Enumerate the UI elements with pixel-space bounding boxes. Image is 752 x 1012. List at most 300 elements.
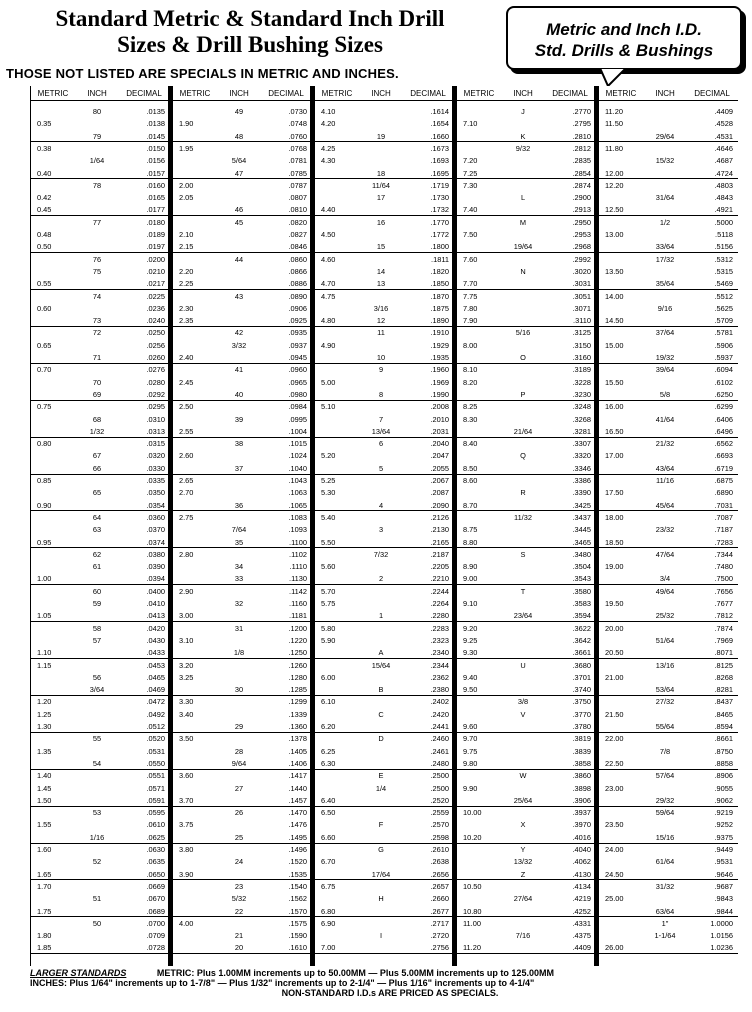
decimal-cell: .2187 — [430, 549, 449, 559]
decimal-cell: .0145 — [146, 131, 165, 141]
table-row — [31, 194, 170, 203]
decimal-cell: .2362 — [430, 672, 449, 682]
decimal-cell: .2264 — [430, 599, 449, 608]
decimal-cell: .7187 — [714, 525, 733, 535]
table-row — [31, 157, 170, 166]
table-row — [315, 280, 454, 290]
decimal-cell: .2008 — [430, 402, 449, 412]
table-row — [315, 354, 454, 364]
decimal-cell: .0890 — [288, 291, 307, 301]
decimal-cell: .3860 — [572, 771, 591, 781]
decimal-cell: .5000 — [714, 217, 733, 227]
table-row — [315, 206, 454, 216]
table-row — [599, 735, 738, 744]
table-row — [457, 329, 596, 338]
decimal-cell: .8281 — [714, 685, 733, 695]
decimal-cell: .1660 — [430, 131, 449, 141]
table-row — [457, 305, 596, 314]
decimal-cell: .8906 — [714, 771, 733, 781]
metric-cell: 4.50 — [321, 230, 336, 239]
table-row — [315, 317, 454, 327]
metric-cell: 16.00 — [605, 402, 624, 412]
decimal-cell: .1200 — [288, 623, 307, 633]
inch-cell: 59 — [92, 599, 102, 608]
decimal-cell: .1811 — [431, 254, 449, 264]
table-row — [457, 206, 596, 216]
inch-cell: 3/32 — [231, 340, 247, 350]
larger-standards-label: LARGER STANDARDS — [30, 968, 127, 978]
decimal-cell: .2210 — [430, 574, 449, 584]
table-row — [315, 612, 454, 622]
decimal-cell: .0150 — [146, 143, 165, 153]
inch-cell: B — [378, 685, 384, 695]
decimal-cell: .0236 — [146, 303, 165, 313]
decimal-cell: .1063 — [288, 488, 307, 498]
table-row — [315, 502, 454, 512]
metric-cell: 2.35 — [179, 316, 194, 326]
inch-cell: 3/16 — [373, 303, 389, 313]
decimal-cell: .0571 — [146, 783, 165, 793]
table-row — [457, 809, 596, 818]
decimal-cell: .0177 — [146, 205, 165, 215]
table-row — [457, 932, 596, 941]
decimal-cell: .1004 — [288, 426, 307, 436]
table-row — [173, 588, 312, 597]
table-row — [315, 686, 454, 696]
metric-cell: 5.90 — [321, 635, 336, 645]
decimal-cell: .3750 — [572, 697, 591, 707]
decimal-cell: .1360 — [288, 722, 307, 731]
table-row — [315, 526, 454, 535]
table-row — [173, 120, 312, 129]
decimal-cell: .1520 — [288, 857, 307, 867]
table-row — [315, 489, 454, 498]
table-row — [173, 551, 312, 560]
inch-cell: 60 — [92, 586, 102, 596]
decimal-cell: .3160 — [572, 353, 591, 362]
table-row — [457, 944, 596, 954]
decimal-cell: .1673 — [430, 143, 449, 153]
decimal-cell: .6719 — [714, 463, 733, 473]
metric-cell: 1.35 — [37, 746, 52, 756]
table-row — [315, 735, 454, 744]
decimal-cell: .4134 — [572, 881, 591, 891]
metric-cell: 2.05 — [179, 193, 194, 203]
table-row — [457, 637, 596, 646]
decimal-cell: 1.0000 — [710, 918, 733, 928]
inch-cell: 54 — [92, 758, 102, 768]
decimal-cell: .3642 — [572, 635, 591, 645]
decimal-cell: .0787 — [288, 180, 307, 190]
decimal-cell: .0906 — [288, 303, 307, 313]
decimal-cell: .9531 — [714, 857, 733, 867]
table-row — [457, 219, 596, 228]
decimal-cell: .3445 — [572, 525, 591, 535]
table-row — [457, 575, 596, 585]
column-header-metric: METRIC — [321, 89, 353, 98]
inch-cell: 61/64 — [655, 857, 675, 867]
decimal-cell: .2900 — [572, 193, 591, 203]
inch-cell: 5/32 — [231, 894, 247, 904]
metric-cell: 11.20 — [463, 943, 481, 953]
table-row — [599, 194, 738, 203]
decimal-cell: .0960 — [288, 365, 307, 375]
table-row — [599, 526, 738, 535]
table-row — [315, 932, 454, 941]
decimal-cell: .0551 — [146, 771, 165, 781]
table-row — [457, 317, 596, 327]
table-row — [173, 133, 312, 143]
metric-cell: 9.10 — [463, 599, 478, 608]
inch-cell: 28 — [234, 746, 244, 756]
decimal-cell: .5469 — [714, 279, 733, 289]
decimal-cell: .2205 — [430, 562, 449, 572]
metric-cell: 1.50 — [37, 795, 52, 805]
inch-cell: 1/64 — [89, 156, 105, 166]
table-row — [31, 465, 170, 475]
decimal-cell: .5709 — [714, 316, 733, 326]
inch-cell: 44 — [234, 254, 244, 264]
decimal-cell: .0165 — [146, 193, 165, 203]
metric-cell: 1.90 — [179, 119, 194, 129]
table-row — [315, 858, 454, 867]
metric-cell: 0.35 — [37, 119, 52, 129]
decimal-cell: .0260 — [146, 353, 165, 362]
decimal-cell: .0512 — [146, 722, 165, 731]
decimal-cell: .2380 — [430, 685, 449, 695]
metric-cell: 2.15 — [179, 242, 194, 252]
inch-cell: 13/16 — [655, 660, 675, 670]
inch-cell: 46 — [234, 205, 244, 215]
inch-cell: 25/32 — [655, 611, 675, 621]
table-row — [457, 895, 596, 904]
decimal-cell: .3780 — [572, 722, 591, 731]
inch-cell: 69 — [92, 389, 102, 399]
metric-cell: 3.80 — [179, 845, 194, 854]
metric-cell: 5.30 — [321, 488, 336, 498]
decimal-cell: .2770 — [572, 107, 591, 116]
decimal-cell: .1890 — [430, 316, 449, 326]
metric-cell: 4.80 — [321, 316, 336, 326]
decimal-cell: .3020 — [572, 266, 591, 276]
table-row — [457, 440, 596, 449]
table-header — [173, 86, 312, 101]
decimal-cell: .2441 — [430, 722, 449, 731]
table-row — [599, 871, 738, 881]
inch-cell: 7/16 — [515, 931, 531, 941]
table-row — [173, 883, 312, 892]
table-row — [173, 268, 312, 277]
metric-cell: 6.60 — [321, 832, 336, 842]
metric-cell: 13.00 — [605, 230, 624, 239]
inch-cell: 65 — [92, 488, 102, 498]
decimal-cell: .0984 — [288, 402, 307, 412]
table-row — [599, 612, 738, 622]
table-row — [173, 797, 312, 807]
decimal-cell: .2950 — [572, 217, 591, 227]
table-row — [599, 317, 738, 327]
decimal-cell: .1540 — [288, 881, 307, 891]
inch-cell: 25 — [234, 832, 244, 842]
decimal-cell: .4724 — [714, 168, 733, 178]
decimal-cell: .0138 — [146, 119, 165, 129]
inch-cell: Y — [520, 845, 526, 854]
decimal-cell: .5312 — [714, 254, 733, 264]
inch-cell: 58 — [92, 623, 102, 633]
table-row — [31, 539, 170, 549]
badge-line-1: Metric and Inch I.D. — [546, 20, 702, 39]
table-row — [315, 662, 454, 671]
table-row — [31, 305, 170, 314]
decimal-cell: .9843 — [714, 894, 733, 904]
table-row — [315, 477, 454, 486]
inch-cell: 5 — [378, 463, 384, 473]
table-row — [457, 834, 596, 844]
table-row — [457, 243, 596, 253]
inch-cell: 34 — [234, 562, 244, 572]
decimal-cell: .0197 — [146, 242, 165, 252]
table-row — [599, 748, 738, 757]
decimal-cell: .4921 — [714, 205, 733, 215]
decimal-cell: .0550 — [146, 758, 165, 768]
decimal-cell: .6693 — [714, 451, 733, 461]
table-row — [31, 452, 170, 461]
decimal-cell: .4531 — [714, 131, 733, 141]
decimal-cell: .2460 — [430, 734, 449, 744]
table-row — [173, 908, 312, 918]
page-title — [0, 6, 500, 58]
metric-cell: 25.00 — [605, 894, 624, 904]
table-panel-3 — [314, 86, 454, 966]
decimal-cell: .0827 — [288, 230, 307, 239]
inch-cell: 23 — [234, 881, 244, 891]
table-row — [599, 674, 738, 683]
decimal-cell: .2953 — [572, 230, 591, 239]
table-row — [173, 871, 312, 881]
table-header — [31, 86, 170, 101]
column-header-inch: INCH — [371, 89, 391, 98]
decimal-cell: .1570 — [288, 906, 307, 916]
decimal-cell: .3480 — [572, 549, 591, 559]
table-row — [31, 440, 170, 449]
table-row — [31, 662, 170, 671]
table-row — [599, 785, 738, 794]
table-row — [31, 846, 170, 855]
decimal-cell: .0210 — [146, 266, 165, 276]
inch-cell: 13 — [376, 279, 386, 289]
inch-cell: 7 — [378, 414, 384, 424]
table-row — [315, 157, 454, 166]
metric-cell: 5.00 — [321, 377, 336, 387]
table-row — [315, 416, 454, 425]
table-row — [173, 932, 312, 941]
inch-cell: 53 — [92, 808, 102, 818]
table-row — [457, 342, 596, 351]
decimal-cell: .1100 — [289, 537, 307, 547]
decimal-cell: .7812 — [714, 611, 733, 621]
metric-cell: 2.50 — [179, 402, 194, 412]
table-row — [315, 403, 454, 412]
metric-cell: 4.90 — [321, 340, 336, 350]
table-row — [315, 649, 454, 659]
table-row — [173, 944, 312, 954]
inch-cell: 32 — [234, 599, 244, 608]
table-row — [599, 219, 738, 228]
inch-cell: 61 — [92, 562, 102, 572]
inch-cell: W — [519, 771, 527, 781]
table-row — [31, 834, 170, 844]
decimal-cell: .3230 — [572, 389, 591, 399]
table-row — [599, 145, 738, 154]
decimal-cell: .1575 — [288, 918, 307, 928]
inch-cell: P — [520, 389, 526, 399]
inch-cell: 17/32 — [655, 254, 675, 264]
decimal-cell: .0360 — [146, 512, 165, 522]
table-row — [457, 612, 596, 622]
decimal-cell: .0886 — [288, 279, 307, 289]
inch-cell: 57 — [92, 635, 102, 645]
decimal-cell: .3346 — [572, 463, 591, 473]
table-row — [31, 317, 170, 327]
decimal-cell: .3858 — [572, 758, 591, 768]
metric-cell: 0.70 — [37, 365, 52, 375]
table-row — [173, 834, 312, 844]
decimal-cell: .1160 — [289, 599, 307, 608]
decimal-cell: .1654 — [430, 119, 449, 129]
metric-cell: 20.50 — [605, 648, 624, 658]
table-row — [173, 698, 312, 707]
inch-cell: J — [521, 107, 525, 116]
decimal-cell: .4409 — [572, 943, 591, 953]
table-row — [173, 600, 312, 609]
metric-cell: 5.70 — [321, 586, 336, 596]
decimal-cell: .7283 — [714, 537, 733, 547]
table-row — [173, 256, 312, 265]
table-row — [173, 416, 312, 425]
decimal-cell: .0768 — [288, 143, 307, 153]
inch-cell: 16 — [376, 217, 386, 227]
table-row — [31, 182, 170, 191]
metric-cell: 8.70 — [463, 500, 478, 510]
table-row — [457, 514, 596, 523]
decimal-cell: .8071 — [714, 648, 733, 658]
table-row — [315, 625, 454, 634]
inch-cell: 70 — [92, 377, 102, 387]
table-row — [173, 391, 312, 401]
metric-cell: 4.10 — [321, 107, 336, 116]
metric-cell: 9.40 — [463, 672, 478, 682]
decimal-cell: .9844 — [714, 906, 733, 916]
metric-cell: 6.90 — [321, 918, 336, 928]
inch-cell: 41/64 — [655, 414, 675, 424]
table-row — [31, 735, 170, 744]
title-line-1: Standard Metric & Standard Inch Drill — [55, 6, 445, 31]
table-row — [31, 772, 170, 781]
metric-cell: 1.30 — [37, 722, 52, 731]
table-row — [599, 625, 738, 634]
table-row — [173, 649, 312, 659]
metric-cell: 11.80 — [605, 143, 623, 153]
table-row — [31, 526, 170, 535]
metric-cell: 3.30 — [179, 697, 194, 707]
table-row — [173, 329, 312, 338]
table-row — [457, 797, 596, 807]
inch-cell: 50 — [92, 918, 102, 928]
decimal-cell: .0748 — [288, 119, 307, 129]
table-row — [31, 477, 170, 486]
decimal-cell: .1457 — [288, 795, 307, 805]
table-row — [31, 637, 170, 646]
metric-cell: 5.10 — [321, 402, 336, 412]
inch-cell: 5/64 — [231, 156, 247, 166]
table-row — [315, 305, 454, 314]
table-row — [31, 206, 170, 216]
table-row — [457, 452, 596, 461]
decimal-cell: .0200 — [146, 254, 165, 264]
metric-cell: 8.80 — [463, 537, 478, 547]
inch-cell: 71 — [92, 353, 102, 362]
table-row — [599, 920, 738, 929]
decimal-cell: .2244 — [430, 586, 449, 596]
inch-cell: Z — [520, 869, 526, 879]
table-row — [173, 612, 312, 622]
inch-cell: 80 — [92, 107, 102, 116]
inch-cell: 23/32 — [655, 525, 675, 535]
metric-cell: 4.40 — [321, 205, 336, 215]
inch-cell: 79 — [92, 131, 102, 141]
metric-cell: 0.85 — [37, 476, 52, 485]
inch-cell: F — [378, 820, 384, 830]
metric-cell: 0.40 — [37, 168, 52, 178]
subtitle: THOSE NOT LISTED ARE SPECIALS IN METRIC AND INCHES. — [6, 66, 399, 81]
table-row — [315, 809, 454, 818]
metric-cell: 6.40 — [321, 795, 336, 805]
inch-cell: 1" — [661, 918, 669, 928]
table-row — [31, 563, 170, 572]
decimal-cell: .1083 — [288, 512, 307, 522]
decimal-cell: .5156 — [714, 242, 733, 252]
table-row — [457, 551, 596, 560]
metric-cell: 1.15 — [37, 660, 52, 670]
table-row — [457, 908, 596, 918]
metric-cell: 8.75 — [463, 525, 478, 535]
decimal-cell: .2090 — [430, 500, 449, 510]
decimal-cell: .6890 — [714, 488, 733, 498]
table-row — [457, 858, 596, 867]
table-row — [599, 895, 738, 904]
decimal-cell: .1850 — [430, 279, 449, 289]
metric-cell: 2.00 — [179, 180, 194, 190]
metric-cell: 10.00 — [463, 808, 482, 818]
inch-cell: 11/64 — [372, 180, 390, 190]
table-row — [315, 329, 454, 338]
inch-cell: 31 — [234, 623, 244, 633]
metric-cell: 0.42 — [37, 193, 52, 203]
table-row — [457, 662, 596, 671]
metric-cell: 7.00 — [321, 943, 336, 953]
inch-cell: 33/64 — [655, 242, 675, 252]
decimal-cell: .0860 — [288, 254, 307, 264]
table-row — [315, 785, 454, 794]
decimal-cell: .0276 — [146, 365, 165, 375]
table-row — [31, 920, 170, 929]
decimal-cell: .2280 — [430, 611, 449, 621]
metric-cell: 9.25 — [463, 635, 478, 645]
decimal-cell: .3031 — [572, 279, 591, 289]
decimal-cell: .2461 — [430, 746, 449, 756]
table-row — [31, 797, 170, 807]
decimal-cell: .6102 — [714, 377, 733, 387]
